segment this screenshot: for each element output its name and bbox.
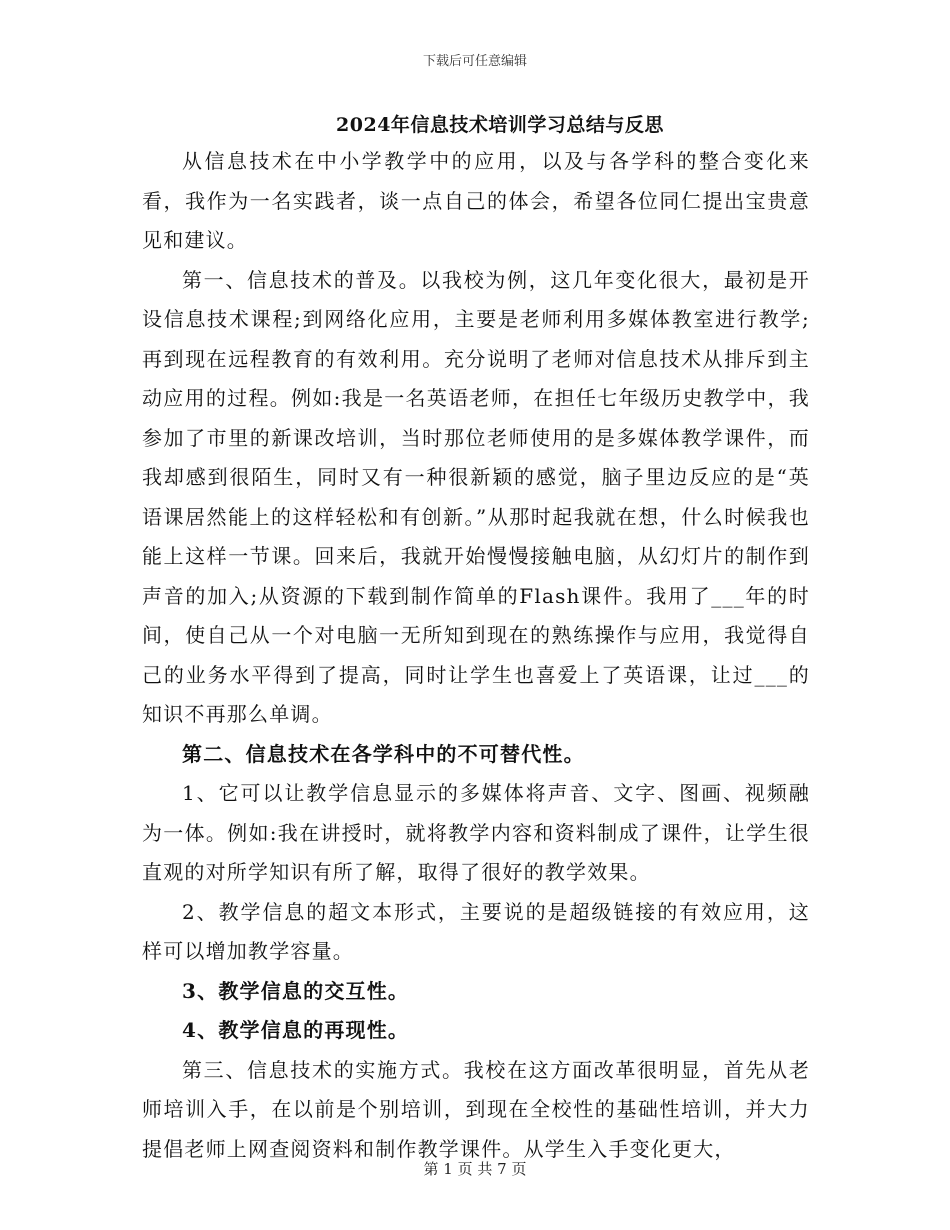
paragraph-item-one: 1、它可以让教学信息显示的多媒体将声音、文字、图画、视频融为一体。例如:我在讲授时，就将教学内容和资料制成了课件，让学生很直观的对所学知识有所了解，取得了很好的教学效果。	[142, 781, 810, 884]
paragraph-intro: 从信息技术在中小学教学中的应用，以及与各学科的整合变化来看，我作为一名实践者，谈一点自己的体会，希望各位同仁提出宝贵意见和建议。	[142, 149, 810, 252]
page-footer: 第 1 页 共 7 页	[423, 1160, 527, 1178]
document-body	[142, 142, 810, 1169]
paragraph-item-three: 3、教学信息的交互性。	[182, 978, 410, 1003]
header-note: 下载后可任意编辑	[422, 54, 527, 69]
paragraph-item-four: 4、教学信息的再现性。	[182, 1018, 410, 1042]
document-title: 2024年信息技术培训学习总结与反思	[336, 114, 664, 136]
paragraph-item-two: 2、教学信息的超文本形式，主要说的是超级链接的有效应用，这样可以增加教学容量。	[142, 899, 810, 963]
section-heading-two: 第二、信息技术在各学科中的不可替代性。	[182, 741, 585, 766]
paragraph-section-three: 第三、信息技术的实施方式。我校在这方面改革很明显，首先从老师培训入手，在以前是个别培训，到现在全校性的基础性培训，并大力提倡老师上网查阅资料和制作教学课件。从学生入手变化更大，	[142, 1057, 810, 1161]
paragraph-section-one: 第一、信息技术的普及。以我校为例，这几年变化很大，最初是开设信息技术课程;到网络化应用，主要是老师利用多媒体教室进行教学;再到现在远程教育的有效利用。充分说明了老师对信息技术从排斥到主动应用的过程。例如:我是一名英语老师，在担任七年级历史教学中，我参加了市里的新课改培训，当时那位老师使用的是多媒体教学课件，而我却感到很陌生，同时又有一种很新颖的感觉，脑子里边反应的是“英语课居然能上的这样轻松和有创新。”从那时起我就在想，什么时候我也能上这样一节课。回来后，我就开始慢慢接触电脑，从幻灯片的制作到声音的加入;从资源的下载到制作简单的Flash课件。我用了___年的时间，使自己从一个对电脑一无所知到现在的熟练操作与应用，我觉得自己的业务水平得到了提高，同时让学生也喜爱上了英语课，让过___的知识不再那么单调。	[142, 267, 810, 726]
